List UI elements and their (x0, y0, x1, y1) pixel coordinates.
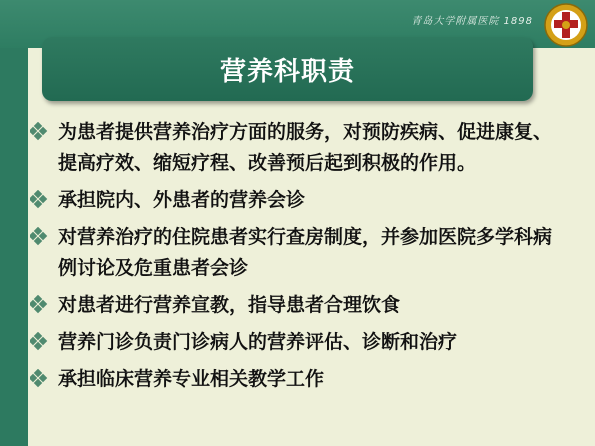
hospital-name: 青岛大学附属医院 1898 (411, 16, 533, 27)
diamond-bullet-icon (30, 227, 50, 247)
diamond-bullet-icon (30, 332, 50, 352)
list-item-text: 承担院内、外患者的营养会诊 (58, 189, 306, 211)
list-item (30, 117, 570, 179)
diamond-bullet-icon (30, 369, 50, 389)
list-item (30, 290, 570, 321)
list-item (30, 364, 570, 395)
bullet-list (30, 117, 570, 401)
slide-title: 营养科职责 (219, 57, 355, 87)
title-banner (42, 37, 533, 101)
list-item (30, 222, 570, 284)
diamond-bullet-icon (30, 122, 50, 142)
diamond-bullet-icon (30, 295, 50, 315)
list-item (30, 327, 570, 358)
list-item-text: 为患者提供营养治疗方面的服务，对预防疾病、促进康复、提高疗效、缩短疗程、改善预后起到积极的作用。 (58, 121, 553, 174)
left-strip (0, 48, 28, 446)
list-item-text: 对患者进行营养宣教，指导患者合理饮食 (58, 294, 401, 316)
list-item-text: 承担临床营养专业相关教学工作 (58, 368, 325, 390)
list-item-text: 对营养治疗的住院患者实行查房制度，并参加医院多学科病例讨论及危重患者会诊 (58, 226, 553, 279)
hospital-emblem-icon (543, 2, 589, 48)
list-item (30, 185, 570, 216)
list-item-text: 营养门诊负责门诊病人的营养评估、诊断和治疗 (58, 331, 458, 353)
diamond-bullet-icon (30, 190, 50, 210)
